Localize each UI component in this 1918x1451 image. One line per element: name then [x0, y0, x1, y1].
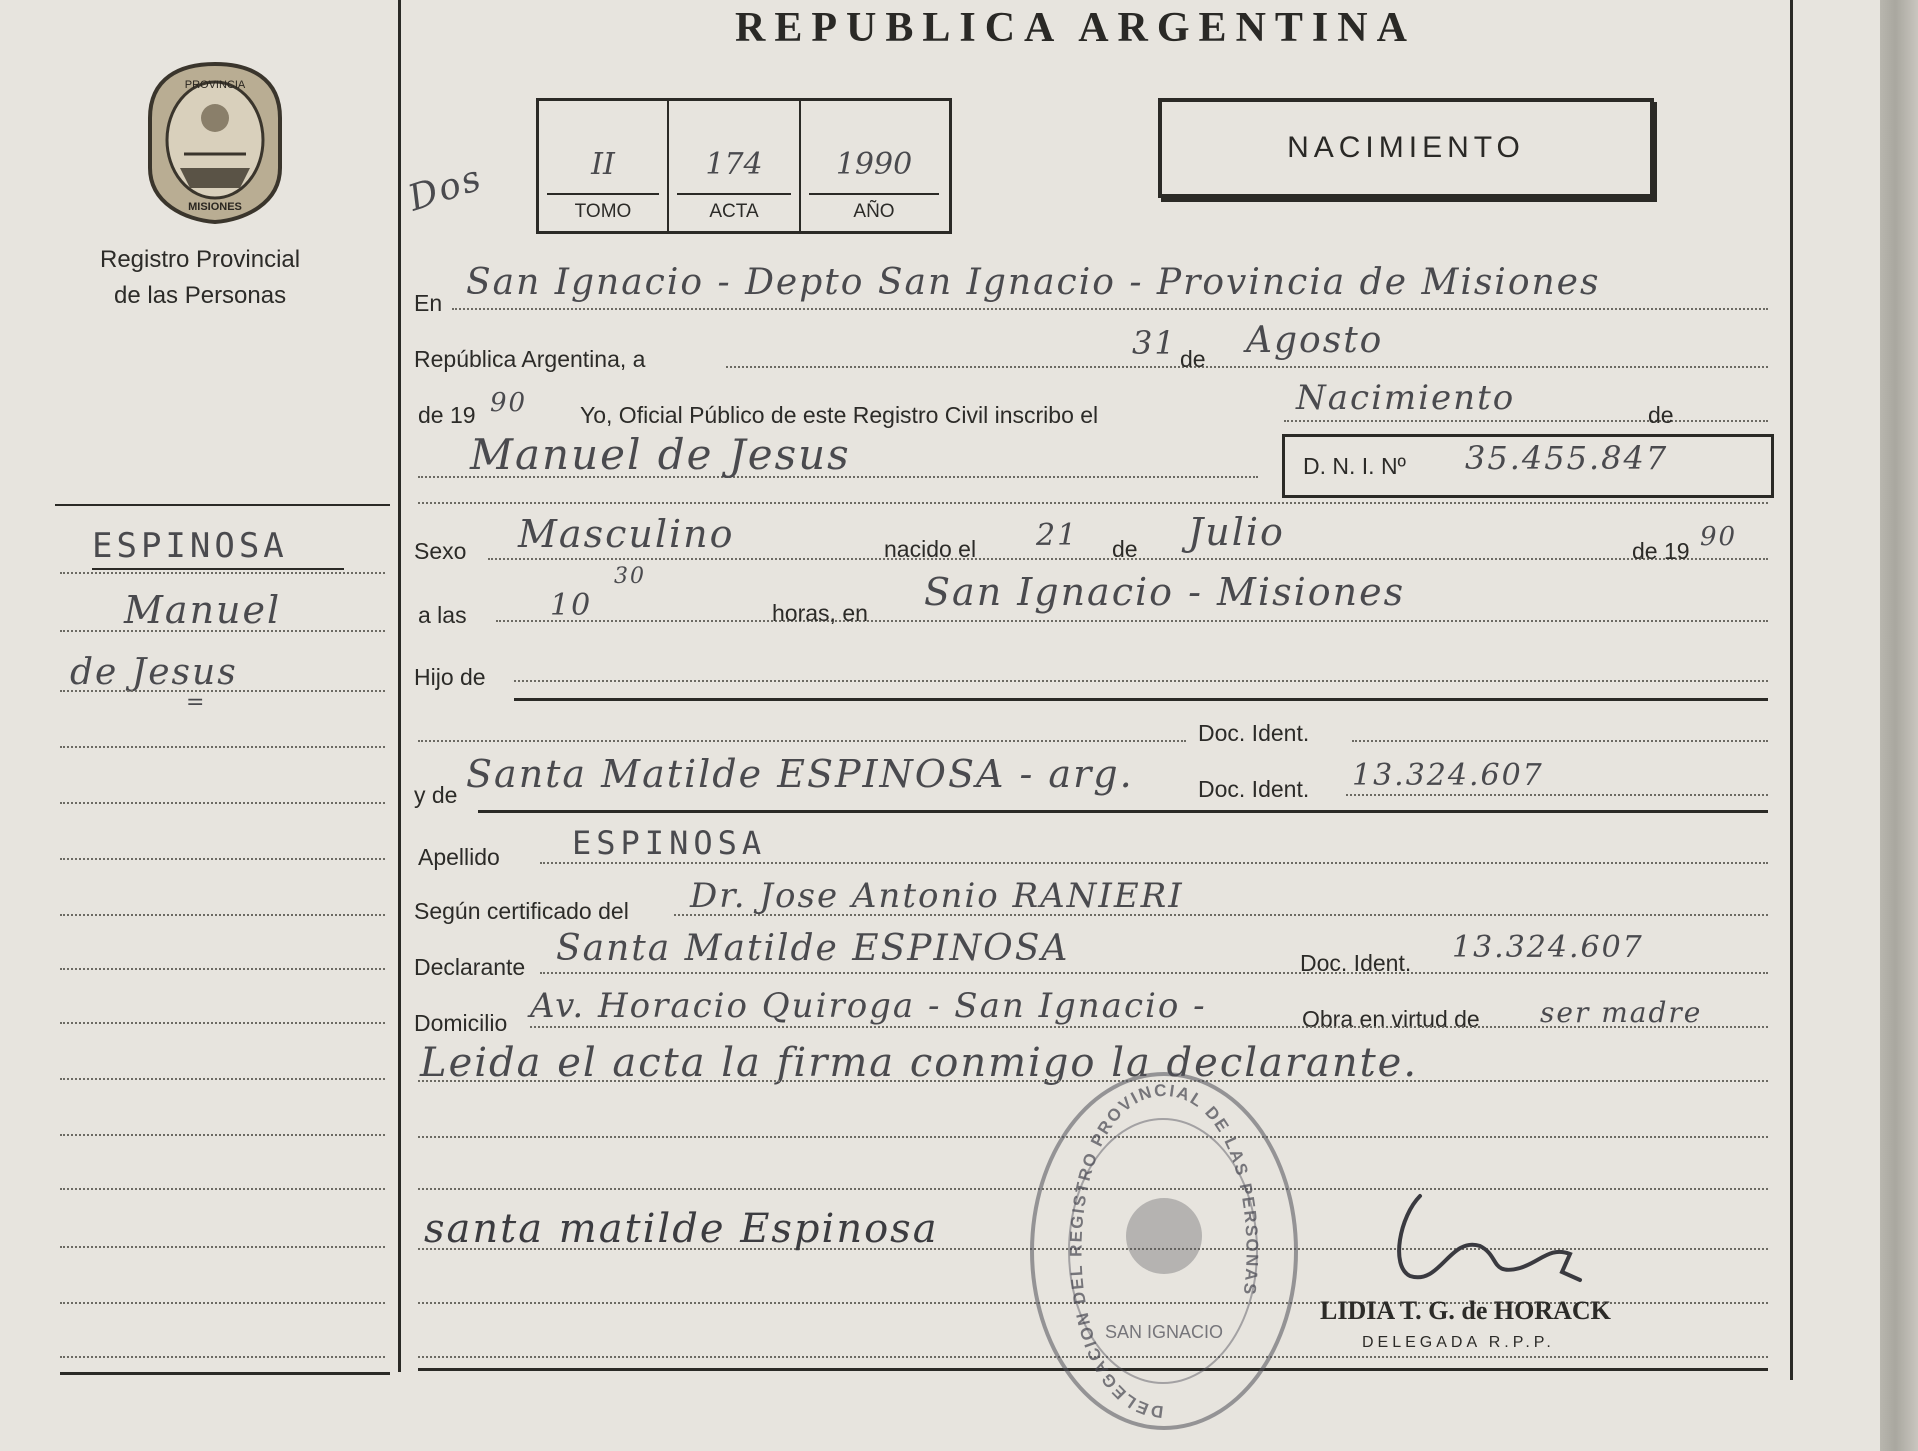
official-title: DELEGADA R.P.P.: [1362, 1334, 1555, 1351]
ano-cell: [801, 101, 947, 231]
sidebar-line: [60, 1302, 385, 1304]
sidebar-line: [60, 746, 385, 748]
birth-day-value: 21: [1036, 518, 1079, 553]
page-title: REPUBLICA ARGENTINA: [735, 5, 1416, 51]
note-value: Leida el acta la firma conmigo la declarante.: [420, 1040, 1419, 1086]
sidebar-given-name-1: Manuel: [124, 588, 282, 632]
declarante-value: Santa Matilde ESPINOSA: [556, 928, 1070, 969]
sidebar-line: [60, 1022, 385, 1024]
registry-name-line2: de las Personas: [114, 282, 287, 309]
obra-label: Obra en virtud de: [1302, 1006, 1480, 1032]
de-label-3: de: [1112, 536, 1138, 562]
doc-ident-label-2: Doc. Ident.: [1198, 776, 1310, 802]
year-prefix-label: de 19: [418, 402, 476, 428]
sidebar-surname: ESPINOSA: [92, 526, 288, 566]
declarante-doc-value: 13.324.607: [1452, 930, 1644, 965]
apellido-label: Apellido: [418, 844, 500, 870]
sidebar-line: [60, 630, 385, 632]
form-rule: [478, 810, 1768, 813]
dni-value: 35.455.847: [1465, 439, 1669, 477]
hour-value: 10: [550, 588, 593, 623]
sidebar-line: [60, 1188, 385, 1190]
sidebar-line: [60, 914, 385, 916]
stamp-center-text: SAN IGNACIO: [1104, 1322, 1224, 1342]
record-number-box: [536, 98, 952, 234]
form-line: [1352, 740, 1768, 742]
month-value: Agosto: [1246, 320, 1384, 361]
minutes-value: 30: [614, 564, 646, 589]
declarante-label: Declarante: [414, 954, 526, 980]
form-line: [514, 680, 1768, 682]
form-line: [418, 502, 1768, 504]
sidebar-line: [60, 968, 385, 970]
registry-name-line1: Registro Provincial: [100, 246, 301, 273]
sidebar-given-name-2: de Jesus: [70, 652, 238, 693]
mother-doc-value: 13.324.607: [1352, 758, 1544, 793]
form-line: [1346, 794, 1768, 796]
record-type-box: NACIMIENTO: [1158, 98, 1654, 198]
right-page-border: [1790, 0, 1793, 1380]
form-line: [418, 740, 1186, 742]
doc-ident-label-3: Doc. Ident.: [1300, 950, 1412, 976]
form-line: [726, 366, 1768, 368]
sidebar-bottom-rule: [60, 1372, 390, 1375]
crest-top-text: PROVINCIA: [184, 79, 246, 91]
margin-handwritten-mark: Dos: [403, 157, 488, 220]
birth-year-suffix: 90: [1700, 522, 1738, 552]
form-line: [540, 972, 1768, 974]
obra-value: ser madre: [1540, 996, 1703, 1029]
sidebar-line: [60, 572, 385, 574]
official-name: LIDIA T. G. de HORACK: [1320, 1296, 1611, 1325]
form-rule: [514, 698, 1768, 701]
sidebar-line: [60, 690, 385, 692]
stamp-text-icon: [1034, 1076, 1294, 1426]
apellido-value: ESPINOSA: [572, 824, 767, 862]
acta-label: ACTA: [709, 201, 759, 222]
sidebar-top-rule: [55, 504, 390, 506]
yde-label: y de: [414, 782, 458, 808]
tomo-value: II: [591, 147, 615, 182]
birth-place-value: San Ignacio - Misiones: [924, 570, 1406, 614]
person-name-value: Manuel de Jesus: [470, 430, 851, 479]
republica-label: República Argentina, a: [414, 346, 646, 372]
alas-label: a las: [418, 602, 467, 628]
sidebar-dash: =: [186, 690, 207, 715]
acta-value: 174: [705, 147, 763, 182]
dni-box: [1282, 434, 1774, 498]
tomo-label: TOMO: [574, 201, 632, 222]
domicilio-value: Av. Horacio Quiroga - San Ignacio -: [530, 986, 1207, 1026]
sidebar-line: [60, 1356, 385, 1358]
place-value: San Ignacio - Depto San Ignacio - Provincia de Misiones: [466, 262, 1601, 303]
segun-label: Según certificado del: [414, 898, 629, 924]
de-label-2: de: [1648, 402, 1674, 428]
book-binding-edge: [1880, 0, 1918, 1451]
sexo-label: Sexo: [414, 538, 467, 564]
certificado-value: Dr. Jose Antonio RANIERI: [690, 876, 1184, 916]
official-stamp: [1030, 1072, 1298, 1430]
sidebar-line: [60, 1078, 385, 1080]
event-value: Nacimiento: [1296, 378, 1516, 418]
acta-cell: [669, 101, 801, 231]
day-value: 31: [1132, 324, 1177, 362]
form-line: [1284, 420, 1768, 422]
tomo-cell: [539, 101, 669, 231]
stamp-ring-text: DELEGACION DEL REGISTRO PROVINCIAL DE LAS PERSONAS: [1066, 1080, 1262, 1422]
crest-bottom-text: MISIONES: [188, 201, 242, 213]
doc-ident-label-1: Doc. Ident.: [1198, 720, 1310, 746]
declarante-signature: santa matilde Espinosa: [424, 1206, 939, 1252]
form-line: [530, 1026, 1768, 1028]
official-signature-scribble-icon: [1380, 1176, 1600, 1296]
ano-label: AÑO: [853, 201, 895, 222]
hijo-label: Hijo de: [414, 664, 486, 690]
sexo-value: Masculino: [518, 512, 735, 556]
en-label: En: [414, 290, 443, 316]
de-label: de: [1180, 346, 1206, 372]
sidebar-line: [60, 1246, 385, 1248]
provincial-crest-icon: [140, 58, 290, 226]
nacido-label: nacido el: [884, 536, 977, 562]
sidebar-line: [60, 802, 385, 804]
horas-label: horas, en: [772, 600, 868, 626]
sidebar-line: [60, 1134, 385, 1136]
domicilio-label: Domicilio: [414, 1010, 508, 1036]
oficial-text: Yo, Oficial Público de este Registro Civil inscribo el: [580, 402, 1099, 428]
form-line: [496, 620, 1768, 622]
ano-value: 1990: [835, 147, 913, 182]
sidebar-line: [60, 858, 385, 860]
year-suffix-value: 90: [490, 388, 528, 418]
dni-label: D. N. I. Nº: [1303, 453, 1406, 479]
form-line: [540, 862, 1768, 864]
left-column-divider: [398, 0, 401, 1372]
sidebar-surname-underline: [92, 568, 344, 570]
mother-value: Santa Matilde ESPINOSA - arg.: [466, 752, 1134, 796]
de19-label: de 19: [1632, 538, 1690, 564]
birth-month-value: Julio: [1188, 510, 1285, 554]
form-line: [452, 308, 1768, 310]
